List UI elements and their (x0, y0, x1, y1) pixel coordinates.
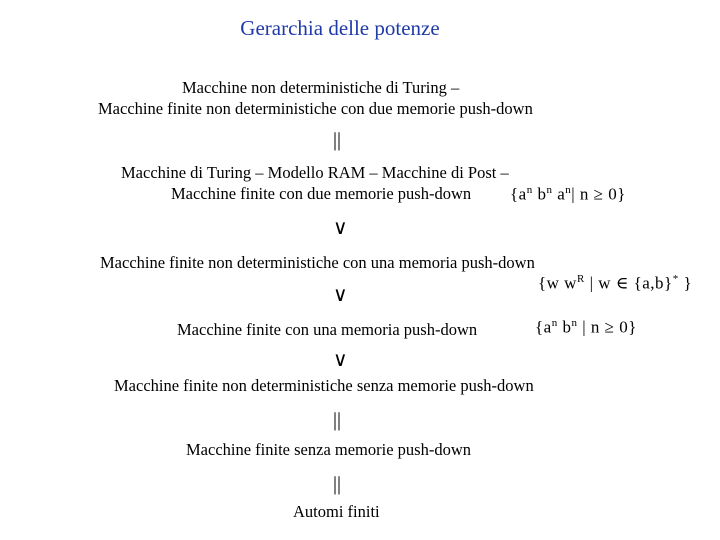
proper-subset-symbol: ∨ (333, 217, 348, 239)
equivalence-symbol: || (333, 129, 342, 151)
class-line-nd-two-pushdown: Macchine finite non deterministiche con due memorie push-down (98, 99, 533, 118)
class-line-nd-one-pushdown: Macchine finite non deterministiche con una memoria push-down (100, 253, 535, 272)
class-line-two-pushdown: Macchine finite con due memorie push-down (171, 184, 472, 203)
class-line-turing-ram-post: Macchine di Turing – Modello RAM – Macchine di Post – (121, 163, 509, 182)
class-line-nd-no-pushdown: Macchine finite non deterministiche senza memorie push-down (114, 376, 534, 395)
class-line-one-pushdown: Macchine finite con una memoria push-down (177, 320, 478, 339)
proper-subset-symbol: ∨ (333, 284, 348, 306)
class-line-no-pushdown: Macchine finite senza memorie push-down (186, 440, 471, 459)
language-formula-anbnan: {$a^n$ $b^n$ $a^n|$ n ≥ 0} (510, 184, 626, 204)
proper-subset-symbol: ∨ (333, 349, 348, 371)
equivalence-symbol: || (333, 473, 342, 495)
class-line-finite-automata: Automi finiti (293, 502, 380, 521)
page-title: Gerarchia delle potenze (240, 16, 440, 40)
equivalence-symbol: || (333, 409, 342, 431)
language-formula-anbn: {$a^n$ $b^n$ | n ≥ 0} (535, 317, 637, 337)
class-line-nd-turing: Macchine non deterministiche di Turing – (182, 78, 460, 97)
language-formula-wwr: {w $w^R$ | w ∈ {a,b}* } (538, 273, 693, 293)
